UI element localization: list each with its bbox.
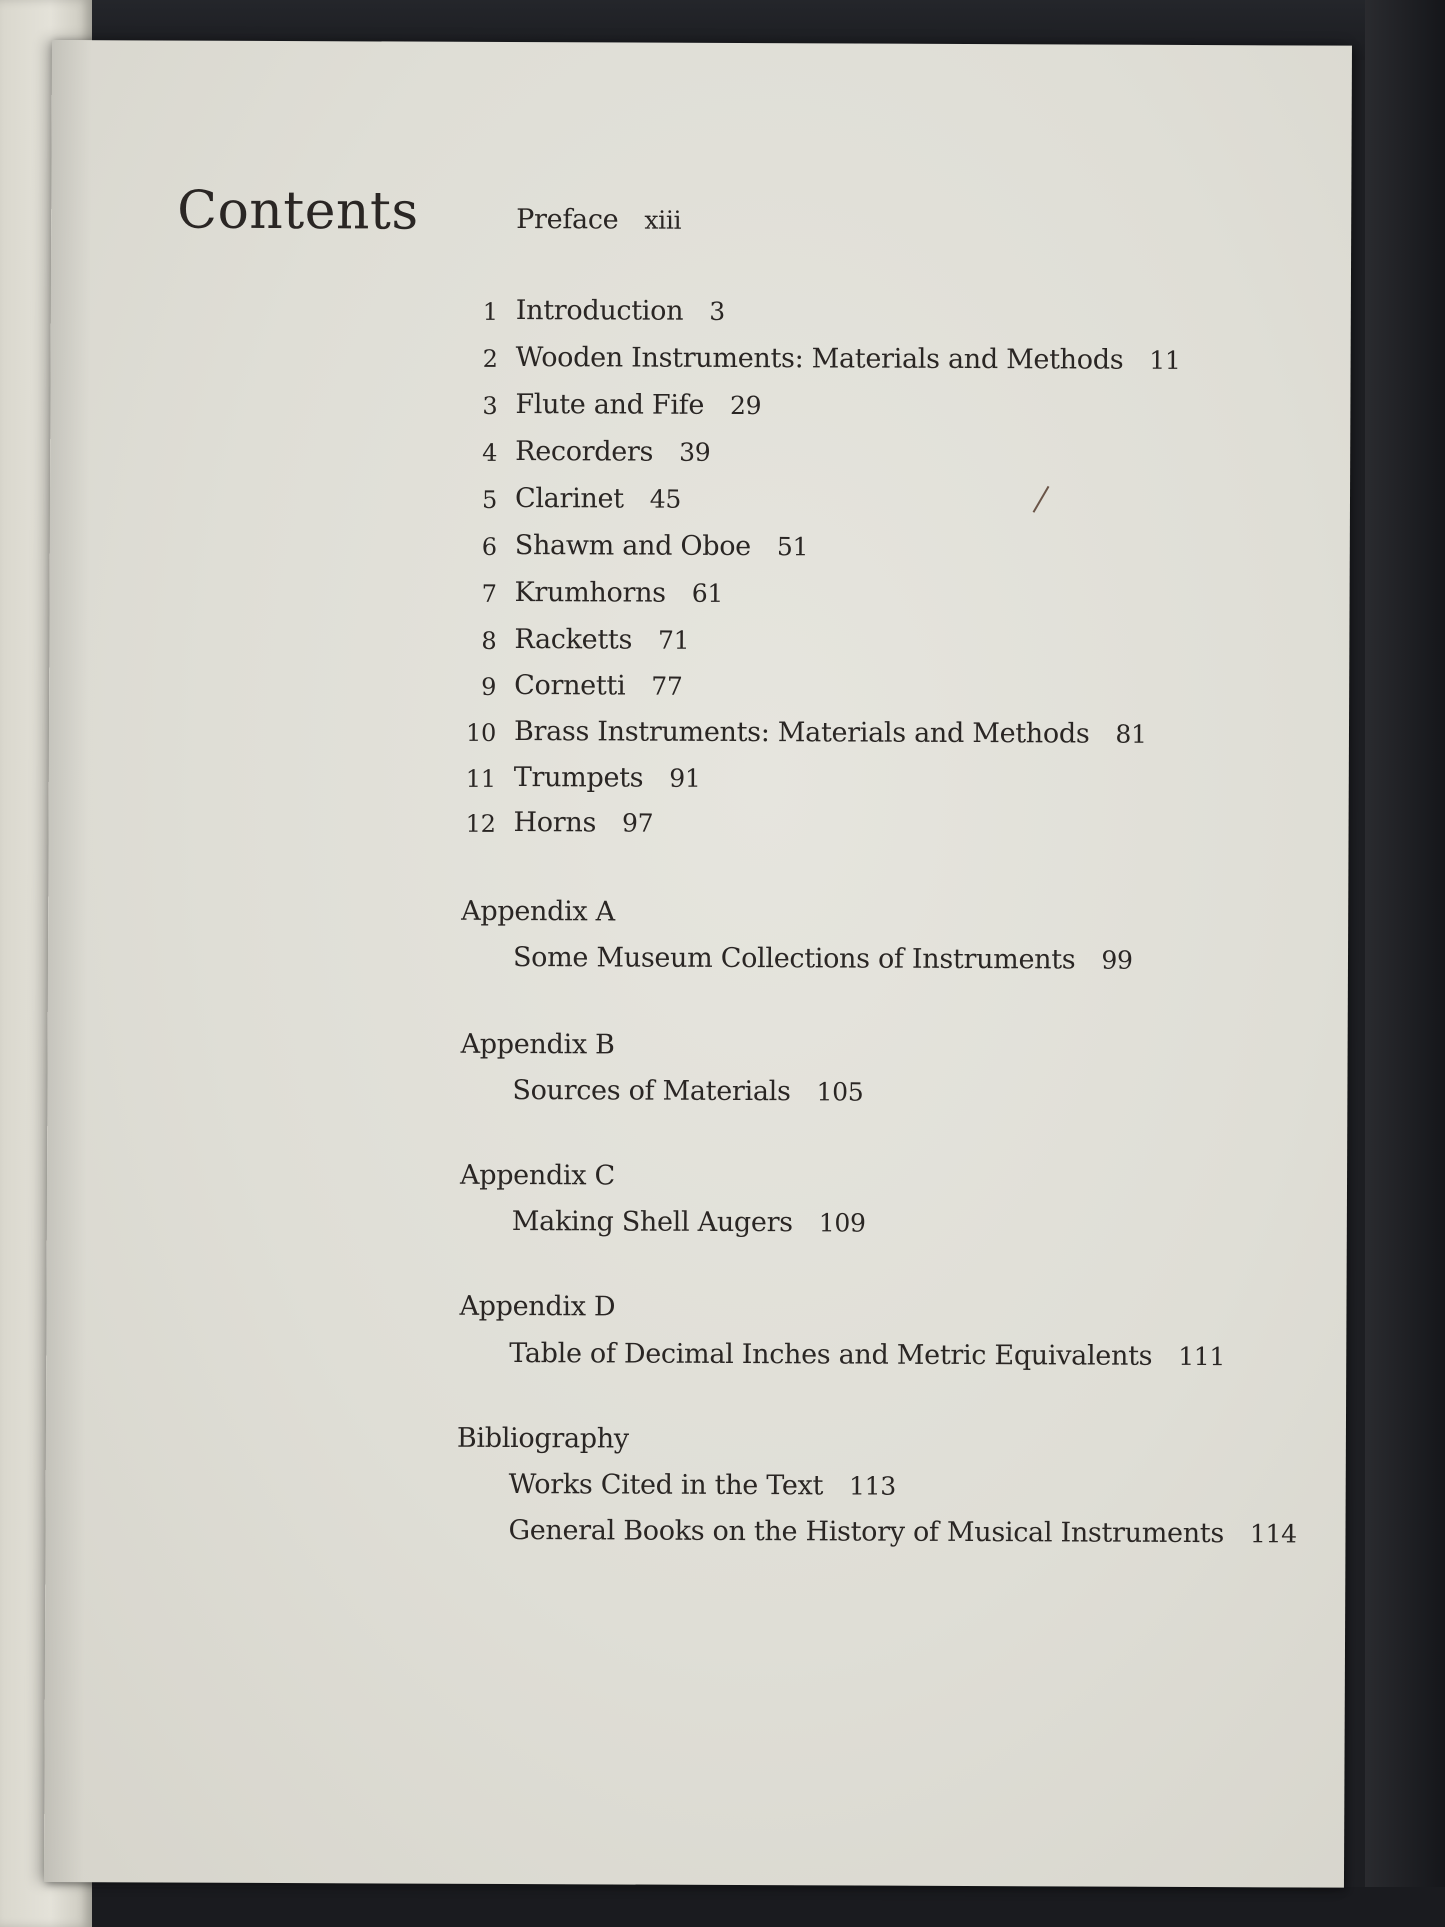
bibliography-page: 114: [1249, 1519, 1297, 1549]
chapter-title: Krumhorns: [514, 577, 666, 609]
preface-page: xiii: [644, 205, 682, 235]
chapter-title: Horns: [513, 807, 597, 839]
appendix-title: Sources of Materials: [512, 1075, 791, 1108]
chapter-title: Flute and Fife: [515, 389, 705, 421]
background-bottom: [0, 1887, 1445, 1927]
bibliography-page: 113: [848, 1471, 896, 1501]
bibliography-title: General Books on the History of Musical Instruments: [508, 1515, 1224, 1550]
chapter-entry: [481, 530, 809, 563]
chapter-page: 3: [709, 296, 725, 326]
bibliography-label: Bibliography: [456, 1422, 629, 1455]
background-right: [1365, 0, 1445, 1927]
chapter-entry: [465, 762, 701, 794]
appendix-entry: [512, 1075, 863, 1108]
chapter-page: 29: [730, 390, 762, 421]
chapter-number: 6: [481, 532, 497, 561]
chapter-entry: [465, 716, 1147, 750]
chapter-number: 3: [482, 391, 498, 420]
bibliography-entry: [508, 1515, 1296, 1549]
preface-title: Preface: [516, 204, 619, 236]
chapter-entry: [481, 483, 682, 515]
chapter-page: 11: [1149, 345, 1181, 375]
chapter-title: Clarinet: [514, 483, 624, 515]
gutter-shadow: [44, 40, 92, 1882]
chapter-number: 4: [482, 438, 498, 467]
chapter-page: 97: [621, 808, 654, 838]
appendix-page: 105: [816, 1077, 864, 1107]
chapter-number: 10: [465, 718, 497, 747]
chapter-page: 39: [679, 437, 711, 467]
chapter-page: 91: [669, 763, 701, 793]
appendix-entry: [513, 942, 1133, 976]
appendix-label: Appendix C: [459, 1159, 615, 1192]
bibliography-entry: [509, 1469, 896, 1502]
chapter-number: 8: [481, 626, 497, 655]
contents-page: [44, 40, 1352, 1888]
chapter-number: 7: [481, 579, 497, 608]
appendix-entry: [509, 1338, 1225, 1372]
chapter-number: 11: [465, 764, 496, 793]
chapter-entry: [482, 389, 762, 421]
chapter-page: 51: [776, 532, 809, 562]
chapter-entry: [481, 624, 690, 656]
appendix-page: 99: [1101, 945, 1133, 975]
appendix-entry: [512, 1206, 866, 1239]
chapter-title: Recorders: [515, 436, 654, 468]
chapter-title: Brass Instruments: Materials and Methods: [513, 716, 1090, 750]
chapter-entry: [482, 342, 1181, 376]
chapter-title: Trumpets: [513, 762, 644, 794]
chapter-entry: [481, 577, 724, 609]
chapter-page: 61: [691, 578, 724, 608]
pencil-mark: [1033, 486, 1050, 513]
chapter-title: Shawm and Oboe: [514, 530, 751, 563]
chapter-number: 1: [482, 297, 498, 326]
page-title: Contents: [177, 180, 419, 242]
appendix-page: 111: [1178, 1341, 1226, 1372]
appendix-label: Appendix A: [461, 895, 615, 928]
appendix-title: Table of Decimal Inches and Metric Equivalents: [509, 1338, 1153, 1372]
appendix-page: 109: [818, 1208, 866, 1238]
chapter-number: 9: [481, 672, 497, 701]
chapter-page: 81: [1115, 719, 1147, 749]
chapter-title: Cornetti: [514, 670, 626, 702]
chapter-number: 2: [482, 344, 498, 373]
chapter-entry: [481, 670, 683, 702]
preface-entry: [516, 204, 681, 236]
chapter-page: 71: [657, 625, 690, 655]
chapter-number: 5: [481, 485, 498, 514]
chapter-entry: [482, 295, 725, 327]
appendix-label: Appendix B: [460, 1028, 615, 1061]
appendix-title: Making Shell Augers: [511, 1206, 793, 1239]
chapter-page: 77: [651, 671, 683, 701]
chapter-title: Wooden Instruments: Materials and Methods: [515, 342, 1124, 376]
chapter-number: 12: [465, 809, 496, 838]
chapter-page: 45: [649, 484, 682, 514]
appendix-label: Appendix D: [459, 1290, 616, 1323]
chapter-title: Racketts: [514, 624, 633, 656]
chapter-entry: [482, 436, 711, 468]
chapter-title: Introduction: [515, 295, 684, 327]
appendix-title: Some Museum Collections of Instruments: [512, 942, 1076, 976]
bibliography-title: Works Cited in the Text: [508, 1469, 824, 1502]
chapter-entry: [465, 807, 654, 839]
